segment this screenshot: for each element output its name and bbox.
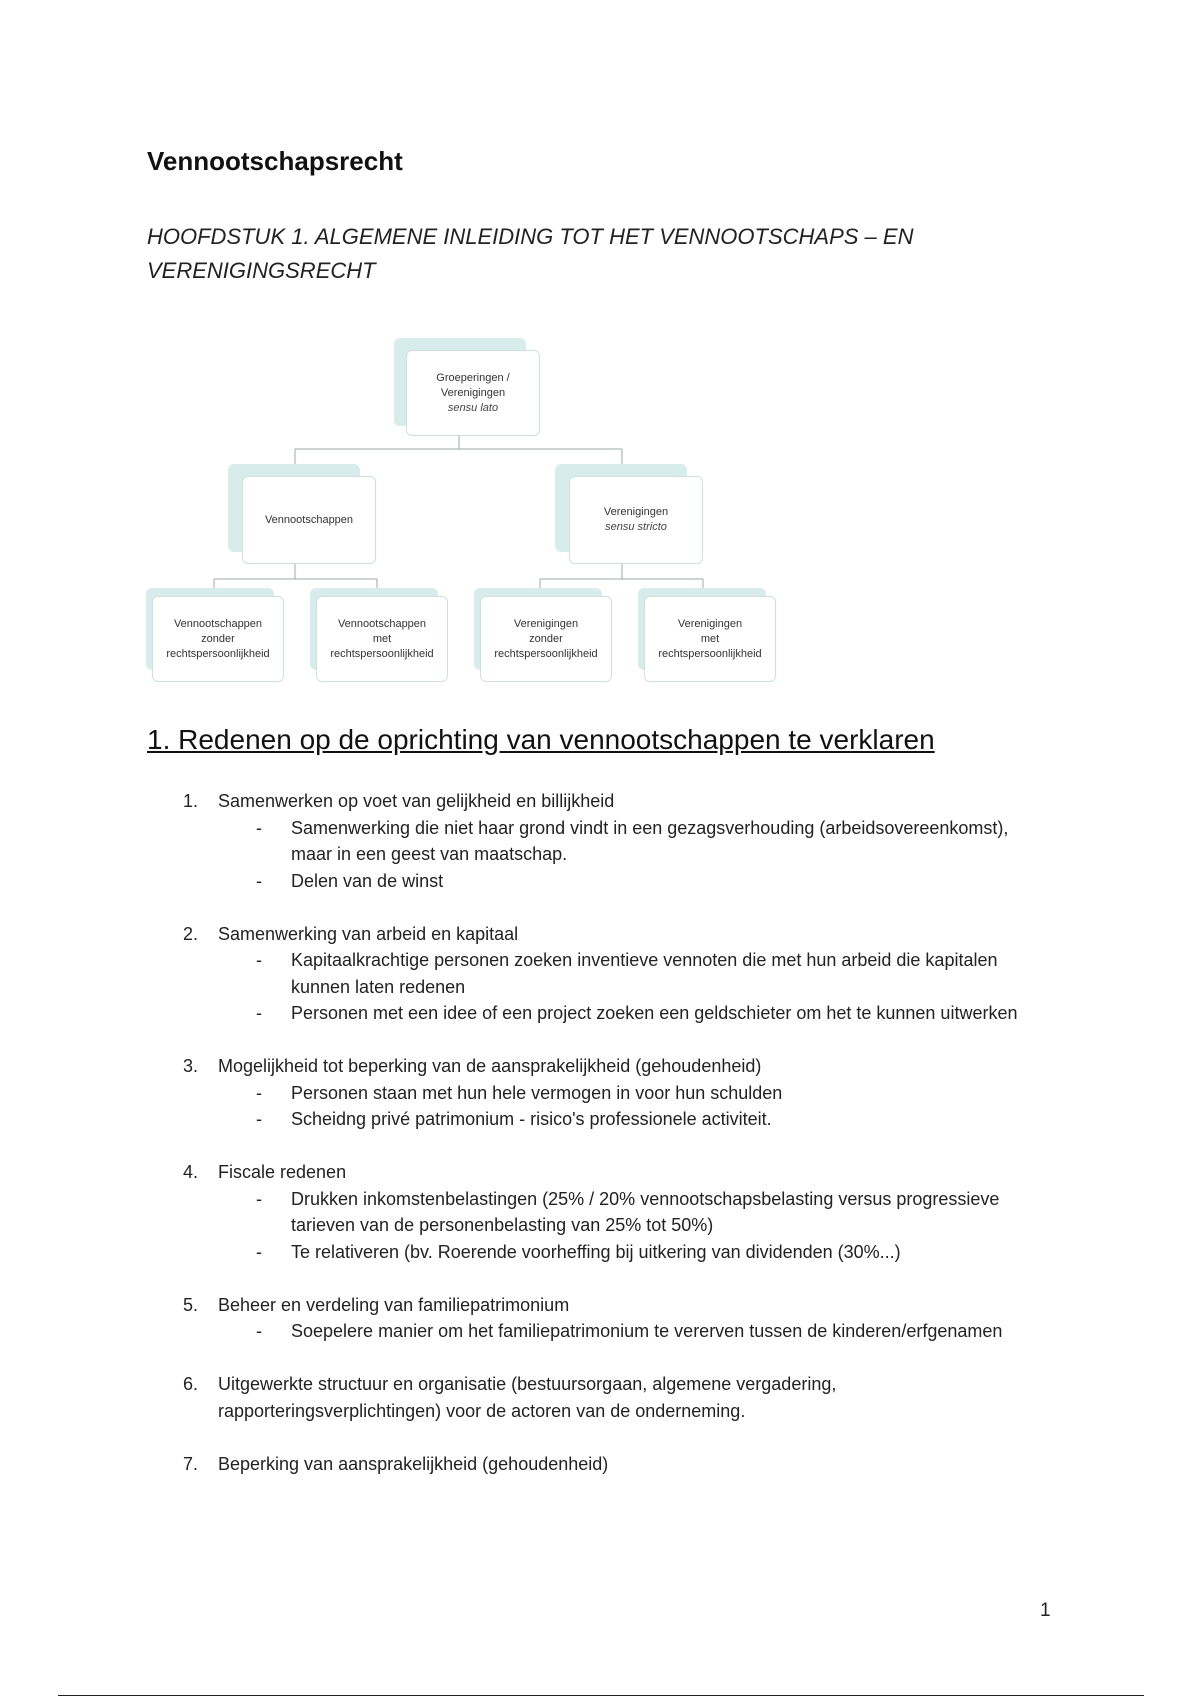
page-number: 1: [1040, 1600, 1051, 1621]
org-leaf-vennootschappen-met: Vennootschappen met rechtspersoonlijkheid: [316, 596, 448, 682]
bullet-item: - Kapitaalkrachtige personen zoeken inventieve vennoten die met hun arbeid die kapitalen kunnen laten redenen: [256, 950, 998, 997]
bullet-item: - Personen staan met hun hele vermogen in voor hun schulden: [256, 1082, 783, 1103]
section-heading: 1. Redenen op de oprichting van vennootschappen te verklaren: [147, 724, 935, 755]
list-item: 5. Beheer en verdeling van familiepatrimonium - Soepelere manier om het familiepatrimonium te vererven tussen de kinderen/erfgenamen: [183, 1292, 1043, 1345]
list-item: 2. Samenwerking van arbeid en kapitaal - Kapitaalkrachtige personen zoeken inventieve vennoten die met hun arbeid die kapitalen kunnen laten redenen - Personen met een idee of een project zoeken een geldschieter om het te kunnen uitwerken: [183, 921, 1043, 1027]
org-node-verenigingen: Verenigingen sensu stricto: [569, 476, 703, 564]
bullet-item: - Soepelere manier om het familiepatrimonium te vererven tussen de kinderen/erfgenamen: [256, 1321, 1003, 1341]
bullet-item: - Samenwerking die niet haar grond vindt in een gezagsverhouding (arbeidsovereenkomst), maar in een geest van maatschap.: [256, 817, 1009, 864]
org-node-vennootschappen: Vennootschappen: [242, 476, 376, 564]
list-item: 6. Uitgewerkte structuur en organisatie (bestuursorgaan, algemene vergadering, rapporteringsverplichtingen) voor de actoren van de onderneming.: [183, 1374, 837, 1421]
bullet-item: - Te relativeren (bv. Roerende voorheffing bij uitkering van dividenden (30%...): [256, 1241, 901, 1262]
org-leaf-verenigingen-met: Verenigingen met rechtspersoonlijkheid: [644, 596, 776, 682]
bullet-item: - Personen met een idee of een project zoeken een geldschieter om het te kunnen uitwerken: [256, 1003, 1018, 1023]
org-leaf-vennootschappen-zonder: Vennootschappen zonder rechtspersoonlijkheid: [152, 596, 284, 682]
list-item: 3. Mogelijkheid tot beperking van de aansprakelijkheid (gehoudenheid) - Personen staan met hun hele vermogen in voor hun schulden - Scheidng privé patrimonium - risico's professionele activiteit.: [183, 1053, 1043, 1133]
org-node-root: Groeperingen / Verenigingen sensu lato: [406, 350, 540, 436]
chapter-heading: HOOFDSTUK 1. ALGEMENE INLEIDING TOT HET VENNOOTSCHAPS – EN VERENIGINGSRECHT: [147, 224, 914, 283]
document-title: Vennootschapsrecht: [147, 146, 403, 176]
list-item: 7. Beperking van aansprakelijkheid (gehoudenheid): [183, 1453, 609, 1474]
org-leaf-verenigingen-zonder: Verenigingen zonder rechtspersoonlijkheid: [480, 596, 612, 682]
list-item: 4. Fiscale redenen - Drukken inkomstenbelastingen (25% / 20% vennootschapsbelasting versus progressieve tarieven van de personenbelasting van 25% tot 50%) - Te relativeren (bv. Roerende voorheffing bij uitkering van dividenden (30%...): [183, 1159, 1043, 1265]
reasons-list: [183, 788, 1043, 1504]
bullet-item: - Drukken inkomstenbelastingen (25% / 20% vennootschapsbelasting versus progressieve tarieven van de personenbelasting van 25% tot 50%): [256, 1188, 1000, 1235]
bullet-item: - Scheidng privé patrimonium - risico's professionele activiteit.: [256, 1109, 772, 1129]
bullet-item: - Delen van de winst: [256, 870, 444, 891]
org-chart: [146, 336, 796, 696]
list-item: 1. Samenwerken op voet van gelijkheid en billijkheid - Samenwerking die niet haar grond vindt in een gezagsverhouding (arbeidsovereenkomst), maar in een geest van maatschap. - Delen van de winst: [183, 788, 1043, 894]
footer-divider: [58, 1695, 1144, 1696]
